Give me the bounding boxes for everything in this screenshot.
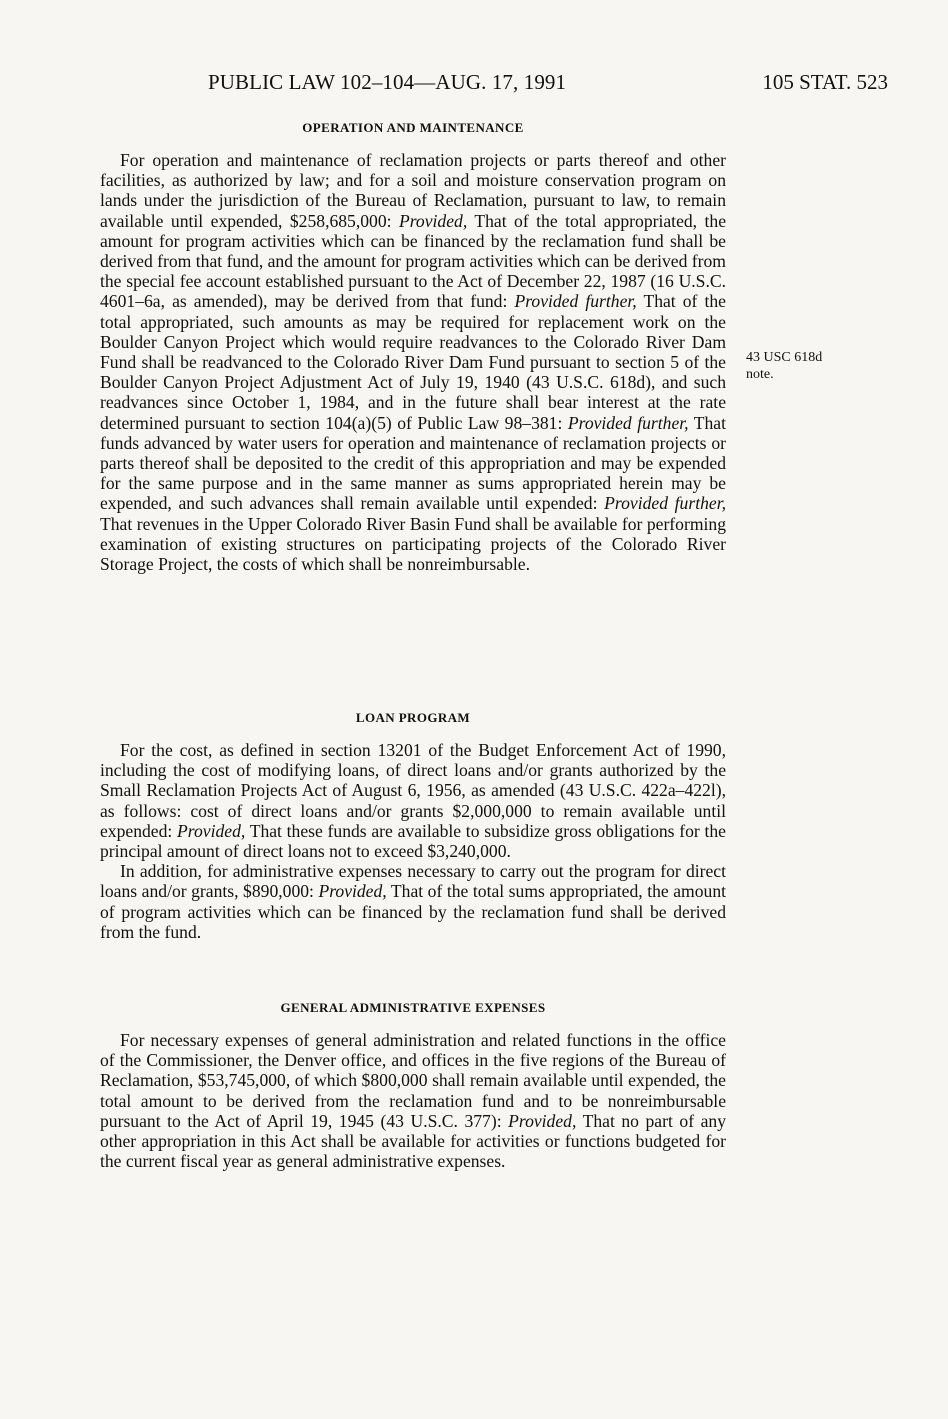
text-run: That of the total appropriated, such amounts as may be required for replacement work on the Boulder Canyon Project which would require readvances to the Colorado River Dam Fund shall be readvanced to the Colorado River Dam Fund pursuant to section 5 of the Boulder Canyon Project Adjustment Act of July 19, 1940 (43 U.S.C. 618d), and such readvances since October 1, 1984, and in the future shall bear interest at the rate determined pursuant to section 104(a)(5) of Public Law 98–381: (100, 291, 726, 433)
running-head-title: PUBLIC LAW 102–104—AUG. 17, 1991 (208, 70, 567, 94)
text-run: That no part of any other appropriation in this Act shall be available for activities or functions budgeted for the current fiscal year as general administrative expenses. (100, 1110, 726, 1172)
paragraph (100, 1030, 726, 1171)
text-run: In addition, for administrative expenses necessary to carry out the program for direct loans and/or grants, $890,000: (100, 861, 726, 902)
text-run: That these funds are available to subsidize gross obligations for the principal amount of direct loans not to exceed $3,240,000. (100, 820, 726, 862)
page-stat-number: 105 STAT. 523 (762, 70, 888, 94)
paragraph (100, 150, 726, 574)
text-run-italic: Provided, (177, 820, 246, 841)
paragraph (100, 861, 726, 942)
text-run: That revenues in the Upper Colorado River Basin Fund shall be available for performing examination of existing structures on participating projects of the Colorado River Storage Project, the costs of which shall be nonreimbursable. (100, 513, 726, 575)
section-body-general (100, 1030, 726, 1171)
section-body-operation (100, 150, 726, 574)
text-run: That funds advanced by water users for operation and maintenance of reclamation projects or parts thereof shall be deposited to the credit of this appropriation and may be expended for the same purpose and in the same manner as sums appropriated herein may be expended, and such advances shall remain available until expended: (100, 412, 727, 514)
margin-note-citation: 43 USC 618d (746, 350, 823, 365)
paragraph (100, 740, 726, 861)
text-run: For necessary expenses of general administration and related functions in the office of the Commissioner, the Denver office, and offices in the five regions of the Bureau of Reclamation, $53,745,000, of which $800,000 shall remain available until expended, the total amount to be derived from the reclamation fund and to be nonreimbursable pursuant to the Act of April 19, 1945 (43 U.S.C. 377): (100, 1030, 726, 1131)
text-run-italic: Provided further, (604, 493, 726, 514)
section-heading-operation: OPERATION AND MAINTENANCE (302, 120, 524, 135)
margin-note (746, 349, 856, 383)
text-run-italic: Provided, (398, 210, 468, 231)
text-run-italic: Provided further, (567, 412, 689, 433)
text-run: That of the total sums appropriated, the amount of program activities which can be financed by the reclamation fund shall be derived from the fund. (100, 881, 726, 942)
text-run-italic: Provided, (508, 1110, 577, 1131)
text-run-italic: Provided further, (514, 291, 637, 312)
margin-note-label: note. (746, 367, 774, 382)
text-run: For operation and maintenance of reclamation projects or parts thereof and other facilities, as authorized by law; and for a soil and moisture conservation program on lands under the jurisdiction of the Bureau of Reclamation, pursuant to law, to remain available until expended, $258,685,000: (100, 150, 726, 231)
text-run: That of the total appropriated, the amount for program activities which can be financed by the reclamation fund shall be derived from that fund, and the amount for program activities which can be derived from the special fee account established pursuant to the Act of December 22, 1987 (16 U.S.C. 4601–6a, as amended), may be derived from that fund: (100, 210, 727, 312)
section-body-loan (100, 740, 726, 942)
section-heading-loan: LOAN PROGRAM (355, 710, 471, 725)
text-run-italic: Provided, (318, 881, 387, 902)
text-run: For the cost, as defined in section 13201 of the Budget Enforcement Act of 1990, including the cost of modifying loans, of direct loans and/or grants authorized by the Small Reclamation Projects Act of August 6, 1956, as amended (43 U.S.C. 422a–422l), as follows: cost of direct loans and/or grants $2,000,000 to remain available until expended: (100, 740, 726, 841)
section-heading-general: GENERAL ADMINISTRATIVE EXPENSES (280, 1000, 546, 1015)
